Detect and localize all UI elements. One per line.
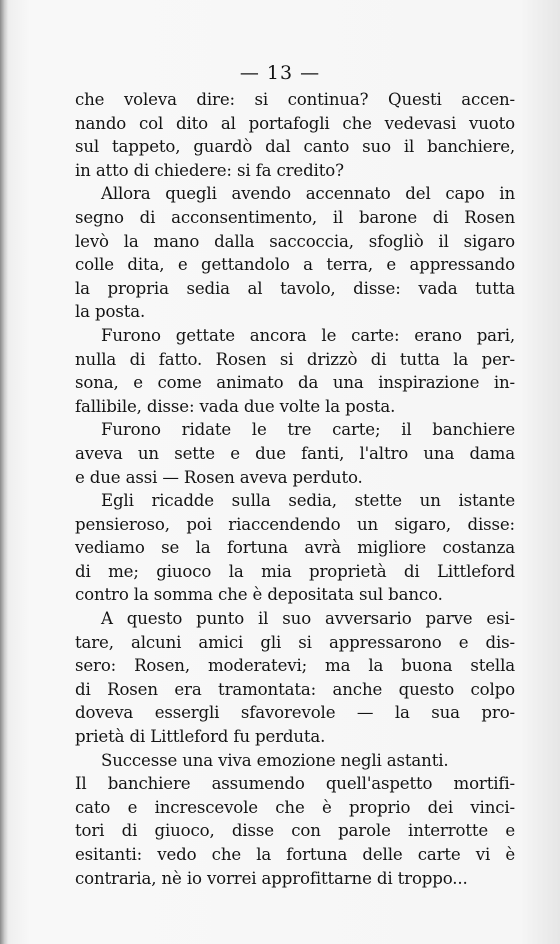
text-line: contro la somma che è depositata sul banco. [75, 585, 443, 605]
text-line: pensieroso, poi riaccendendo un sigaro, disse: [75, 514, 515, 534]
text-line: di me; giuoco la mia proprietà di Littleford [75, 561, 515, 581]
text-line: aveva un sette e due fanti, l'altro una dama [75, 443, 515, 463]
text-line: Egli ricadde sulla sedia, stette un istante [101, 491, 515, 511]
text-line: esitanti: vedo che la fortuna delle carte vi è [75, 845, 515, 864]
text-line: la propria sedia al tavolo, disse: vada tutta [75, 278, 515, 298]
text-line: che voleva dire: si continua? Questi accen- [75, 90, 515, 109]
text-line: segno di acconsentimento, il barone di Rosen [75, 207, 515, 227]
text-line: contraria, nè io vorrei approfittarne di troppo... [75, 868, 468, 888]
text-line: Successe una viva emozione negli astanti. [101, 750, 449, 770]
body-text [75, 88, 515, 890]
text-line: Furono gettate ancora le carte: erano pari, [101, 325, 515, 345]
text-line: di Rosen era tramontata: anche questo colpo [75, 679, 515, 699]
text-line: e due assi — Rosen aveva perduto. [75, 467, 363, 487]
text-line: Allora quegli avendo accennato del capo in [101, 184, 515, 204]
text-line: doveva essergli sfavorevole — la sua pro- [75, 703, 515, 723]
text-line: sul tappeto, guardò dal canto suo il banchiere, [75, 137, 515, 157]
text-line: A questo punto il suo avversario parve esi- [101, 609, 515, 629]
text-line: tare, alcuni amici gli si appressarono e dis- [75, 632, 515, 652]
page-binding-edge [0, 0, 8, 944]
text-line: Il banchiere assumendo quell'aspetto mortifi- [75, 774, 515, 794]
text-line: in atto di chiedere: si fa credito? [75, 160, 344, 180]
text-line: sero: Rosen, moderatevi; ma la buona stella [75, 656, 515, 676]
text-line: nando col dito al portafogli che vedevasi vuoto [75, 113, 515, 133]
text-line: fallibile, disse: vada due volte la posta. [75, 396, 396, 416]
text-line: vediamo se la fortuna avrà migliore costanza [75, 538, 515, 558]
text-line: cato e increscevole che è proprio dei vinci- [75, 797, 515, 817]
text-line: Furono ridate le tre carte; il banchiere [101, 420, 515, 440]
page-number: — 13 — [239, 62, 321, 84]
text-line: nulla di fatto. Rosen si drizzò di tutta la per- [75, 349, 515, 369]
text-line: levò la mano dalla saccoccia, sfogliò il sigaro [75, 231, 515, 251]
text-line: sona, e come animato da una inspirazione in- [75, 373, 515, 393]
text-line: prietà di Littleford fu perduta. [75, 727, 326, 747]
text-line: tori di giuoco, disse con parole interrotte e [75, 821, 515, 841]
text-line: la posta. [75, 302, 146, 322]
text-line: colle dita, e gettandolo a terra, e appressando [75, 255, 515, 275]
